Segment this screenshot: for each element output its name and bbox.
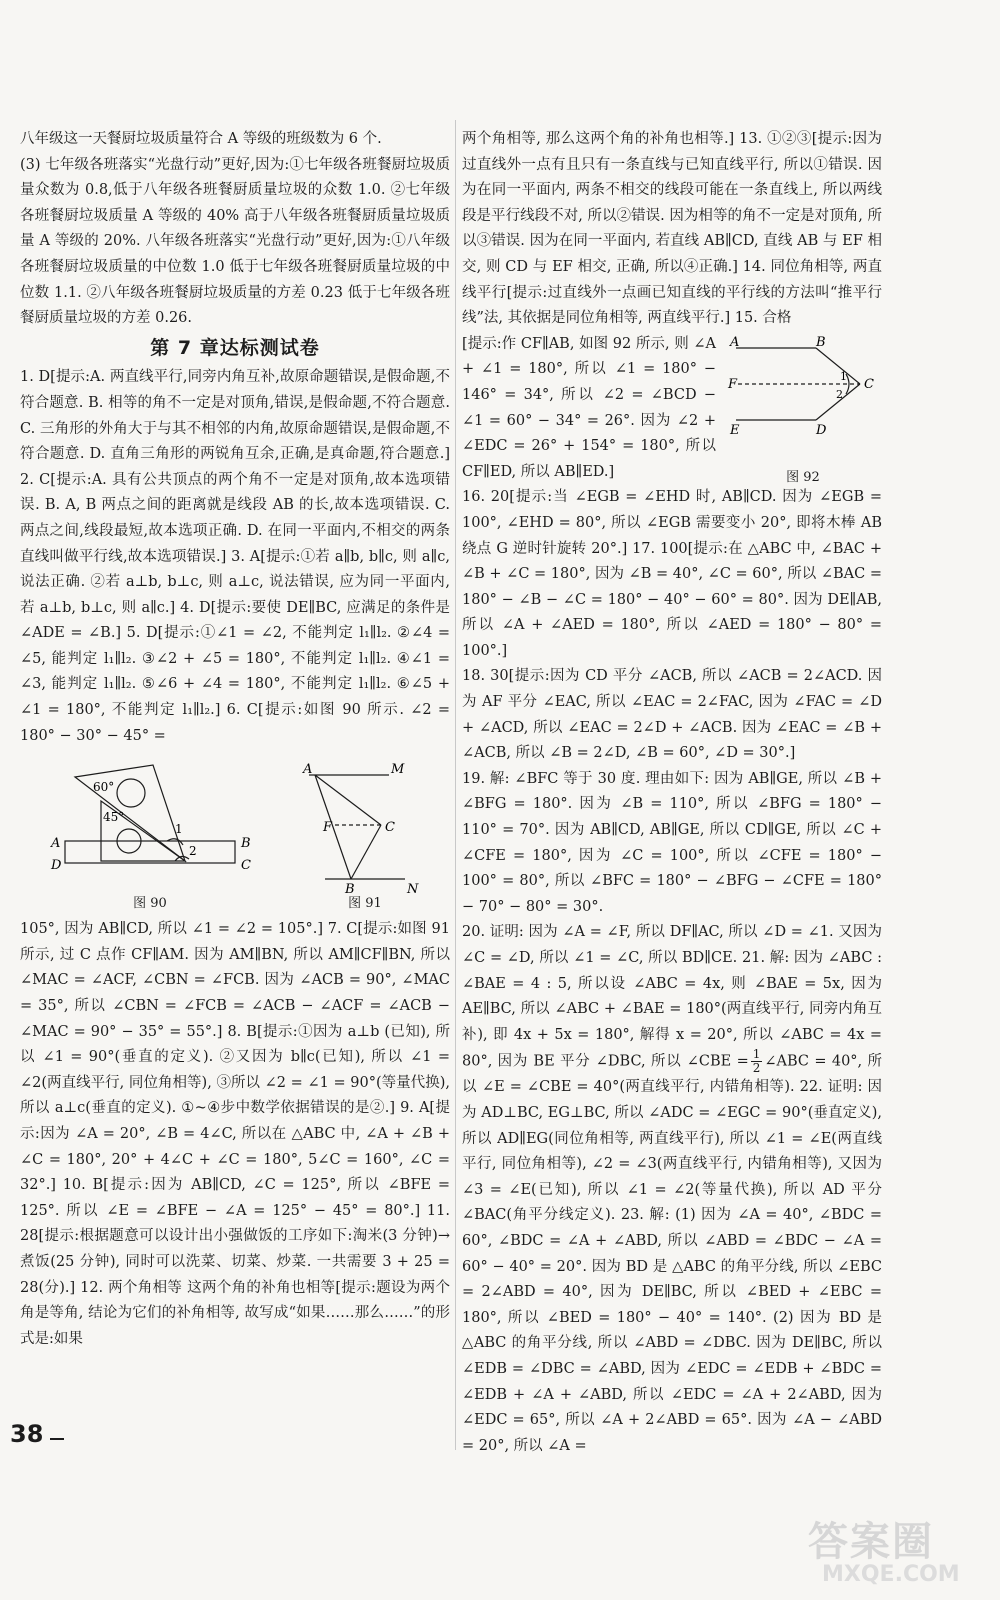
figure-91	[295, 763, 435, 913]
fig91-label-F: F	[323, 820, 333, 836]
fig92-label-C: C	[864, 376, 874, 392]
right-column	[462, 127, 882, 1459]
column-divider	[455, 120, 456, 1450]
fig92-label-D: D	[816, 422, 827, 438]
answer-text	[462, 920, 882, 1459]
figure-90	[35, 763, 265, 913]
answer-text: 16. 20[提示:当 ∠EGB = ∠EHD 时, AB∥CD. 因为 ∠EGB = 100°, ∠EHD = 80°, 所以 ∠EGB 需要变小 20°, 即将木棒 AB 绕点 G 逆时针旋转 20°.] 17. 100[提示:在 △ABC 中, ∠BAC + ∠B + ∠C = 180°, 因为 ∠B = 40°, ∠C = 60°, 所以 ∠BAC = 180° − ∠B − ∠C = 180° − 40° − 60° = 80°. 因为 DE∥AB, 所以 ∠A + ∠AED = 180°, 所以 ∠AED = 180° − 80° = 100°.]	[462, 489, 882, 659]
fig90-label-C: C	[241, 858, 251, 874]
figure-92-diagram	[724, 334, 882, 456]
answer-text: 两个角相等, 那么这两个角的补角也相等.] 13. ①②③[提示:因为过直线外一点有且只有一条直线与已知直线平行, 所以①错误. 因为在同一平面内, 两条不相交的线段可能在一条直线上, 所以两线段是平行线段不对, 所以②错误. 因为相等的角不一定是对顶角, 所以③错误. 因为在同一平面内, 若直线 AB∥CD, 直线 AB 与 EF 相交, 则 CD 与 EF 相交, 正确, 所以④正确.] 14. 同位角相等, 两直线平行[提示:过直线外一点画已知直线的平行线的方法叫“推平行线”法, 其依据是同位角相等, 两直线平行.] 15. 合格	[462, 131, 882, 327]
fig92-label-A: A	[730, 334, 740, 350]
fig92-angle-1: 1	[840, 369, 847, 383]
figure-90-diagram	[35, 763, 265, 895]
section-title: 第 7 章达标测试卷	[150, 336, 320, 359]
answer-text: 19. 解: ∠BFC 等于 30 度. 理由如下: 因为 AB∥GE, 所以 ∠B + ∠BFG = 180°. 因为 ∠B = 110°, 所以 ∠BFG = 180° − 110° = 70°. 因为 AB∥CD, AB∥GE, 所以 CD∥GE, 所以 ∠C + ∠CFE = 180°, 因为 ∠C = 100°, 所以 ∠CFE = 180° − 100° = 80°, 所以 ∠BFC = 180° − ∠BFG − ∠CFE = 180° − 70° − 80° = 30°.	[462, 770, 882, 915]
figure-91-caption: 图 91	[348, 896, 382, 912]
fig91-label-C: C	[385, 820, 395, 836]
watermark-logo: 答案圈	[808, 1519, 934, 1565]
fig91-label-A: A	[303, 763, 313, 778]
fraction-one-half	[751, 1048, 763, 1075]
answer-text: (3) 七年级各班落实“光盘行动”更好,因为:①七年级各班餐厨垃圾质量众数为 0.8,低于八年级各班餐厨质量垃圾的众数 1.0. ②七年级各班餐厨垃圾质量 A 等级的 40% 高于八年级各班餐厨质量垃圾质量 A 等级的 20%. 八年级各班落实“光盘行动”更好,因为:①八年级各班餐厨垃圾质量的中位数 1.0 低于七年级各班餐厨质量垃圾的中位数 1.1. ②八年级各班餐厨垃圾质量的方差 0.23 低于七年级各班餐厨质量垃圾的方差 0.26.	[20, 156, 450, 327]
answer-text-part: ∠ABC = 40°, 所以 ∠E = ∠CBE = 40°(两直线平行, 内错角相等). 22. 证明: 因为 AD⊥BC, EG⊥BC, 所以 ∠ADC = ∠EGC = 90°(垂直定义), 所以 AD∥EG(同位角相等, 两直线平行), 所以 ∠1 = ∠E(两直线平行, 同位角相等), ∠2 = ∠3(两直线平行, 内错角相等), 又因为 ∠3 = ∠E(已知), 所以 ∠1 = ∠2(等量代换), 所以 AD 平分 ∠BAC(角平分线定义). 23. 解: (1) 因为 ∠A = 40°, ∠BDC = 60°, ∠BDC = ∠A + ∠ABD, 所以 ∠ABD = ∠BDC − ∠A = 60° − 40° = 20°. 因为 BD 是 △ABC 的角平分线, 所以 ∠EBC = 2∠ABD = 40°, 因为 DE∥BC, 所以 ∠BED + ∠EBC = 180°, 所以 ∠BED = 180° − 40° = 140°. (2) 因为 BD 是 △ABC 的角平分线, 所以 ∠ABD = ∠DBC. 因为 DE∥BC, 所以 ∠EDB = ∠DBC = ∠ABD, 因为 ∠EDC = ∠EDB + ∠BDC = ∠EDB + ∠A + ∠ABD, 所以 ∠EDC = ∠A + 2∠ABD, 因为 ∠EDC = 65°, 所以 ∠A + 2∠ABD = 65°. 因为 ∠A − ∠ABD = 20°, 所以 ∠A =	[462, 1053, 882, 1454]
fig90-angle-45: 45°	[103, 810, 125, 825]
fig92-label-F: F	[728, 376, 738, 392]
figure-92	[724, 334, 882, 486]
page-number: 38	[10, 1420, 44, 1448]
answer-text: 八年级这一天餐厨垃圾质量符合 A 等级的班级数为 6 个.	[20, 131, 382, 147]
fig91-label-B: B	[345, 882, 355, 896]
figure-row	[20, 755, 450, 913]
fig92-label-B: B	[816, 334, 826, 350]
answer-text-part: 20. 证明: 因为 ∠A = ∠F, 所以 DF∥AC, 所以 ∠D = ∠1. 又因为 ∠C = ∠D, 所以 ∠1 = ∠C, 所以 BD∥CE. 21. 解: 因为 ∠ABC : ∠BAE = 4 : 5, 所以设 ∠ABC = 4x, 则 ∠BAE = 5x, 因为 AE∥BC, 所以 ∠ABC + ∠BAE = 180°(两直线平行, 同旁内角互补), 即 4x + 5x = 180°, 解得 x = 20°, 所以 ∠ABC = 4x = 80°, 因为 BE 平分 ∠DBC, 所以 ∠CBE =	[462, 924, 882, 1070]
answer-text: 18. 30[提示:因为 CD 平分 ∠ACB, 所以 ∠ACB = 2∠ACD. 因为 AF 平分 ∠EAC, 所以 ∠EAC = 2∠FAC, 因为 ∠FAC = ∠D + ∠ACD, 所以 ∠EAC = 2∠D + ∠ACB. 因为 ∠EAC = ∠B + ∠ACB, 所以 ∠B = 2∠D, ∠B = 60°, ∠D = 30°.]	[462, 668, 882, 762]
fig90-label-A: A	[51, 836, 61, 852]
left-column	[20, 127, 450, 1352]
fig90-label-B: B	[241, 836, 251, 852]
fig90-angle-60: 60°	[93, 780, 115, 795]
fig92-angle-2: 2	[836, 387, 843, 401]
page-number-dash	[50, 1438, 64, 1440]
fig90-label-D: D	[51, 858, 62, 874]
answer-text: [提示:作 CF∥AB, 如图 92 所示, 则 ∠A + ∠1 = 180°, 所以 ∠1 = 180° − 146° = 34°, 所以 ∠2 = ∠BCD − ∠1 = 60° − 34° = 26°. 因为 ∠2 + ∠EDC = 26° + 154° = 180°, 所以 CF∥ED, 所以 AB∥ED.]	[462, 335, 716, 480]
fraction-numerator: 1	[752, 1047, 761, 1062]
answer-text: 1. D[提示:A. 两直线平行,同旁内角互补,故原命题错误,是假命题,不符合题意. B. 相等的角不一定是对顶角,错误,是假命题,不符合题意. C. 三角形的外角大于与其不相邻的内角,故原命题错误,是假命题,不符合题意. D. 直角三角形的两锐角互余,正确,是真命题,符合题意.] 2. C[提示:A. 具有公共顶点的两个角不一定是对顶角,故本选项错误. B. A, B 两点之间的距离就是线段 AB 的长,故本选项错误. C. 两点之间,线段最短,故本选项正确. D. 在同一平面内,不相交的两条直线叫做平行线,故本选项错误.] 3. A[提示:①若 a∥b, b∥c, 则 a∥c, 说法正确. ②若 a⊥b, b⊥c, 则 a⊥c, 说法错误, 应为同一平面内, 若 a⊥b, b⊥c, 则 a∥c.] 4. D[提示:要使 DE∥BC, 应满足的条件是 ∠ADE = ∠B.] 5. D[提示:①∠1 = ∠2, 不能判定 l₁∥l₂. ②∠4 = ∠5, 能判定 l₁∥l₂. ③∠2 + ∠5 = 180°, 不能判定 l₁∥l₂. ④∠1 = ∠3, 能判定 l₁∥l₂. ⑤∠6 + ∠4 = 180°, 不能判定 l₁∥l₂. ⑥∠5 + ∠1 = 180°, 不能判定 l₁∥l₂.] 6. C[提示:如图 90 所示. ∠2 = 180° − 30° − 45° =	[20, 369, 450, 744]
fig91-label-M: M	[391, 763, 405, 778]
fraction-denominator: 2	[752, 1061, 761, 1076]
answer-text: 105°, 因为 AB∥CD, 所以 ∠1 = ∠2 = 105°.] 7. C[提示:如图 91 所示, 过 C 点作 CF∥AM. 因为 AM∥BN, 所以 AM∥CF∥BN, 所以 ∠MAC = ∠ACF, ∠CBN = ∠FCB. 因为 ∠ACB = 90°, ∠MAC = 35°, 所以 ∠CBN = ∠FCB = ∠ACB − ∠ACF = ∠ACB − ∠MAC = 90° − 35° = 55°.] 8. B[提示:①因为 a⊥b (已知), 所以 ∠1 = 90°(垂直的定义). ②又因为 b∥c(已知), 所以 ∠1 = ∠2(两直线平行, 同位角相等), ③所以 ∠2 = ∠1 = 90°(等量代换), 所以 a⊥c(垂直的定义). ①~④步中数学依据错误的是②.] 9. A[提示:因为 ∠A = 20°, ∠B = 4∠C, 所以在 △ABC 中, ∠A + ∠B + ∠C = 180°, 20° + 4∠C + ∠C = 180°, 5∠C = 160°, ∠C = 32°.] 10. B[提示:因为 AB∥CD, ∠C = 125°, 所以 ∠BFE = 125°. 所以 ∠E = ∠BFE − ∠A = 125° − 45° = 80°.] 11. 28[提示:根据题意可以设计出小强做饭的工序如下:淘米(3 分钟)→煮饭(25 分钟), 同时可以洗菜、切菜、炒菜. 一共需要 3 + 25 = 28(分).] 12. 两个角相等 这两个角的补角也相等[提示:题设为两个角是等角, 结论为它们的补角相等, 故写成“如果……那么……”的形式是:如果	[20, 921, 450, 1347]
figure-90-caption: 图 90	[133, 896, 167, 912]
watermark-url: MXQE.COM	[822, 1562, 960, 1587]
fig92-label-E: E	[730, 422, 740, 438]
figure-92-caption: 图 92	[786, 470, 820, 486]
fig90-angle-1: 1	[175, 822, 183, 837]
figure-91-diagram	[295, 763, 435, 895]
fig91-label-N: N	[407, 882, 419, 896]
fig90-angle-2: 2	[189, 844, 197, 859]
